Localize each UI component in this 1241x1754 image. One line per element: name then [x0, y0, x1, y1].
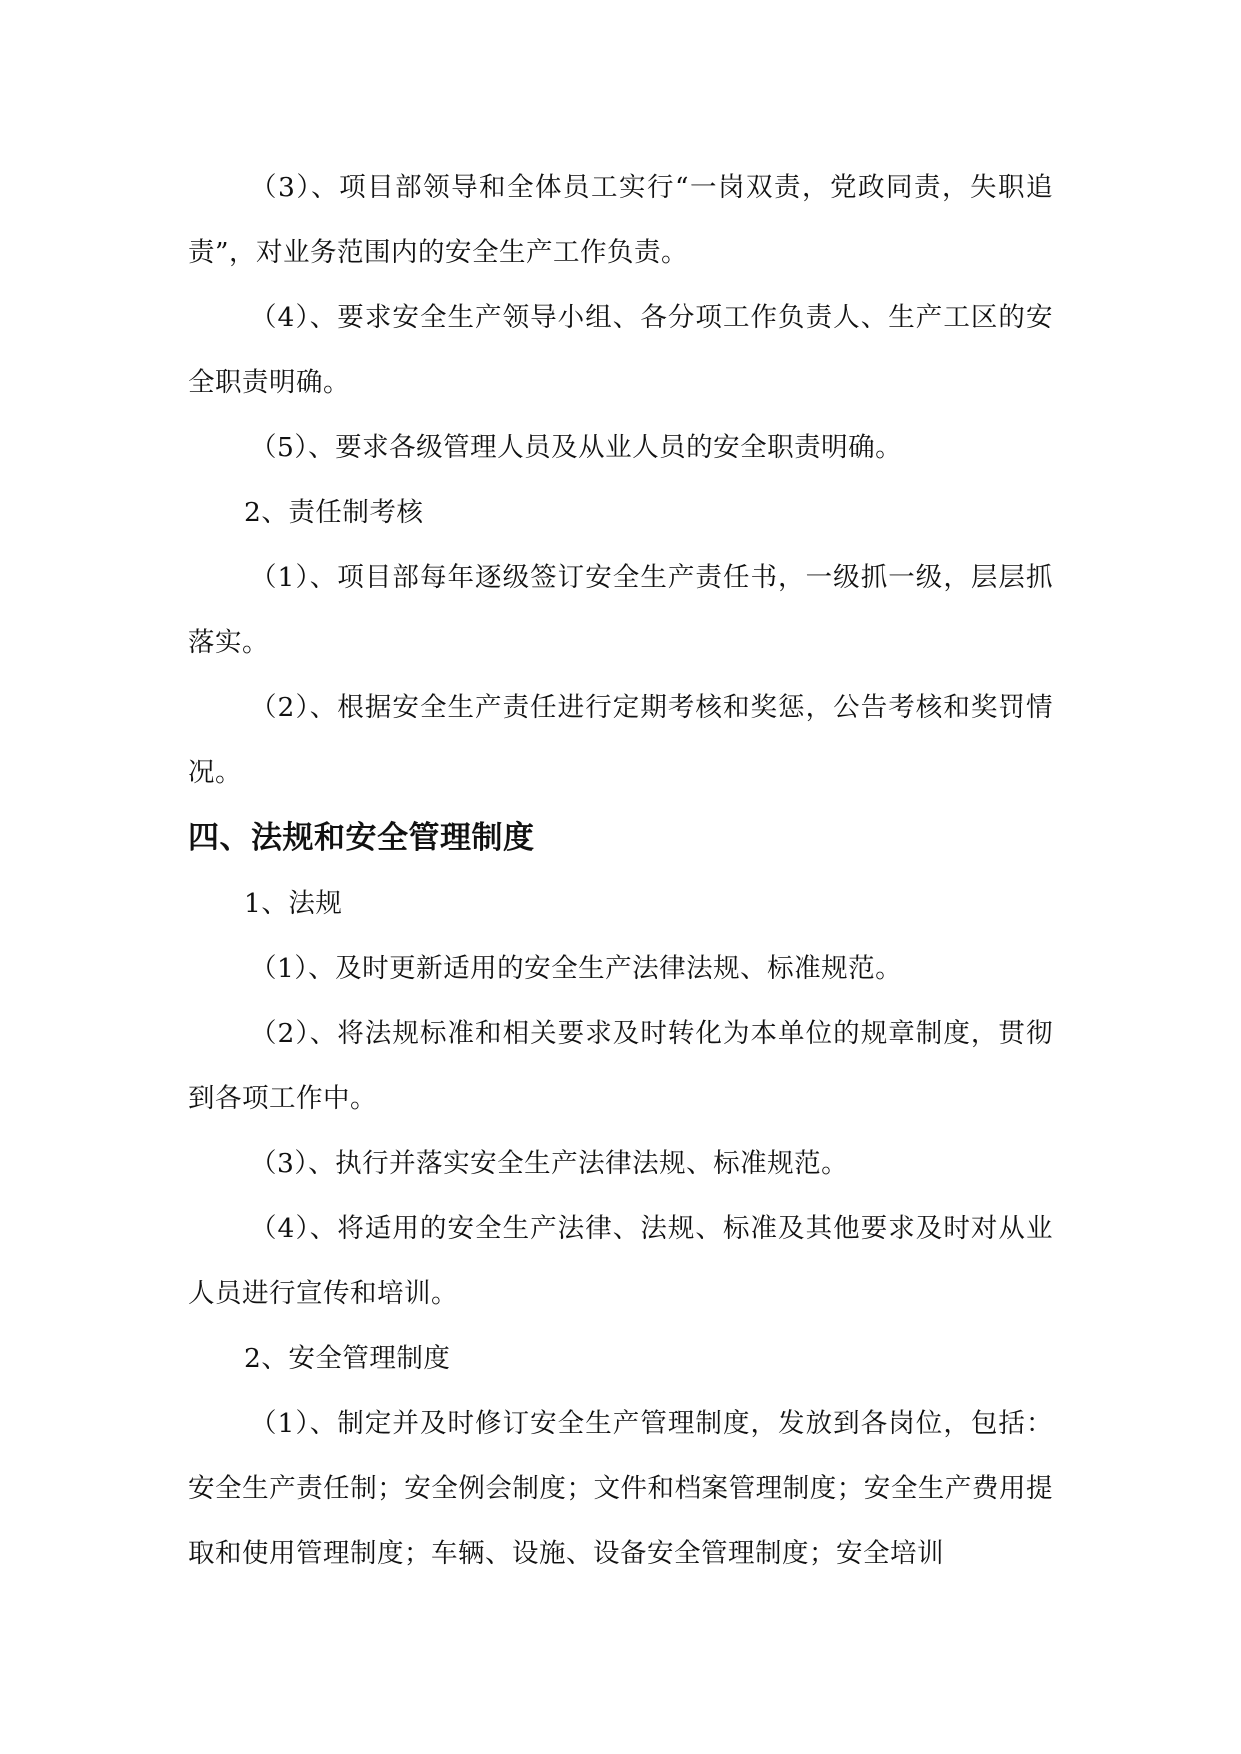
document-body — [188, 155, 1053, 1586]
paragraph-regulations-4: （4）、将适用的安全生产法律、法规、标准及其他要求及时对从业人员进行宣传和培训。 — [188, 1213, 1053, 1309]
paragraph-assessment-2: （2）、根据安全生产责任进行定期考核和奖惩，公告考核和奖罚情况。 — [188, 692, 1053, 788]
paragraph-management-1: （1）、制定并及时修订安全生产管理制度，发放到各岗位，包括：安全生产责任制；安全例会制度；文件和档案管理制度；安全生产费用提取和使用管理制度；车辆、设施、设备安全管理制度；安全培训 — [188, 1408, 1053, 1569]
subheading-regulations: 1、法规 — [244, 888, 343, 919]
paragraph-regulations-3: （3）、执行并落实安全生产法律法规、标准规范。 — [250, 1148, 849, 1179]
paragraph-3-4: （4）、要求安全生产领导小组、各分项工作负责人、生产工区的安全职责明确。 — [188, 302, 1053, 398]
paragraph-regulations-1: （1）、及时更新适用的安全生产法律法规、标准规范。 — [250, 953, 903, 984]
paragraph-3-3: （3）、项目部领导和全体员工实行“一岗双责，党政同责，失职追责”，对业务范围内的安全生产工作负责。 — [188, 172, 1053, 268]
paragraph-assessment-1: （1）、项目部每年逐级签订安全生产责任书，一级抓一级，层层抓落实。 — [188, 562, 1053, 658]
paragraph-regulations-2: （2）、将法规标准和相关要求及时转化为本单位的规章制度，贯彻到各项工作中。 — [188, 1018, 1053, 1114]
subheading-responsibility-assessment: 2、责任制考核 — [244, 497, 424, 528]
section-heading-4: 四、法规和安全管理制度 — [188, 820, 535, 856]
paragraph-3-5: （5）、要求各级管理人员及从业人员的安全职责明确。 — [250, 432, 903, 463]
subheading-safety-management-system: 2、安全管理制度 — [244, 1343, 451, 1374]
